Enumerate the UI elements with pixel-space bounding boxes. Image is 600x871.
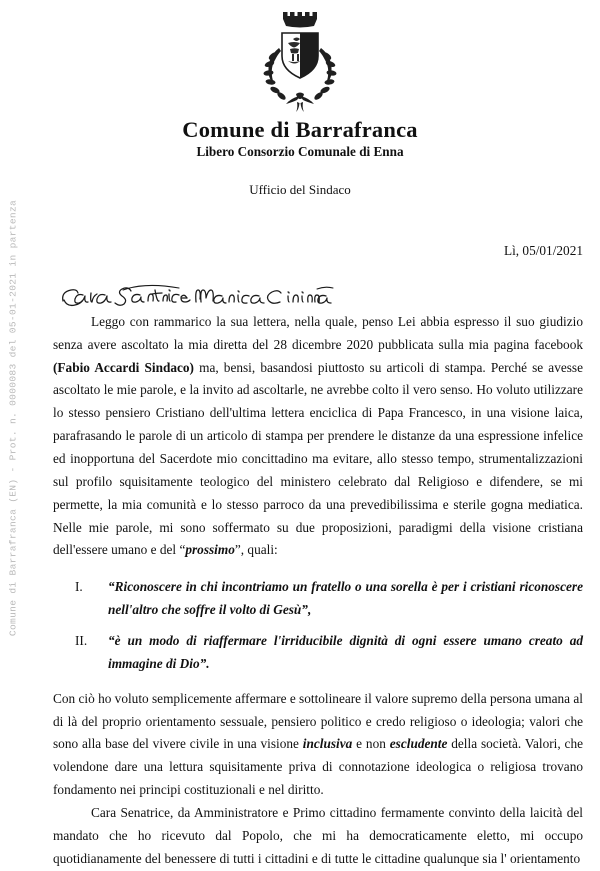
p2-part-c: della società. Valori, che volendone dare una lettura squisitamente priva di connotazione ideologica o religiosa trovano fondamento nei principi costituzionali e nel diritto. (53, 736, 583, 798)
date-line: Lì, 05/01/2021 (503, 243, 583, 258)
p1-emphasis-prossimo: prossimo (185, 542, 235, 558)
p1-part-a: Leggo con rammarico la sua lettera, nella quale, penso Lei abbia espresso il suo giudizio senza avere ascoltato la mia diretta del 28 dicembre 2020 pubblicata sulla mia pagina facebook (53, 313, 583, 352)
handwritten-salutation (59, 281, 583, 315)
organization-subtitle: Libero Consorzio Comunale di Enna (196, 143, 404, 159)
list-item (53, 630, 583, 676)
protocol-stamp-text: Comune di Barrafranca (EN) - Prot. n. 0000083 del 05-01-2021 in partenza (7, 199, 19, 637)
p2-emphasis-escludente: escludente (389, 736, 448, 752)
p2-emphasis-inclusiva: inclusiva (302, 736, 353, 752)
list-item (53, 576, 583, 622)
paragraph-2 (53, 688, 583, 802)
office-label: Ufficio del Sindaco (249, 182, 351, 198)
coat-of-arms-emblem (252, 8, 348, 116)
quote-list (53, 576, 583, 675)
p1-part-b: ma, bensi, basandosi piuttosto su articoli di stampa. Perché se avesse ascoltato le mie parole, e la invito ad ascoltarle, ne avrebbe colto il vero senso. Ho voluto utilizzare lo stesso pensiero Cristiano dell'ultima lettera enciclica di Papa Francesco, in una visione laica, parafrasando le parole di un articolo di stampa per prendere le distanze da una espressione infelice ed inopportuna del Sacerdote mio concittadino ma evitare, allo stesso tempo, strumentalizzazioni sul profilo squisitamente teologico del ministero celebrato dal Religioso e difendere, se mi permette, la mia comunità e lo stesso parroco da una prevedibilissima e sterile gogna mediatica. Nelle mie parole, mi sono soffermato su due proposizioni, paradigmi della visione cristiana dell'essere umano e del “ (53, 359, 584, 558)
list-item-text: “è un modo di riaffermare l'irriducibile dignità di ogni essere umano creato ad immagine di Dio”. (108, 633, 583, 671)
p1-bold-name: (Fabio Accardi Sindaco) (53, 359, 194, 375)
p1-part-c: ”, quali: (234, 542, 278, 558)
organization-title: Comune di Barrafranca (182, 117, 418, 142)
list-item-numeral: II. (75, 633, 88, 649)
p2-part-a: Con ciò ho voluto semplicemente affermare e sottolineare il valore supremo della persona umana al di là del proprio orientamento sessuale, pensiero politico e credo religioso o ideologia; valori che sono alla base del vivere civile in una visione (53, 690, 583, 752)
p2-part-b: e non (352, 736, 390, 752)
letterhead (0, 0, 600, 198)
list-item-text: “Riconoscere in chi incontriamo un fratello o una sorella è per i cristiani riconoscere nell'altro che soffre il volto di Gesù”, (108, 579, 583, 618)
document-body (53, 240, 583, 871)
paragraph-1 (53, 311, 583, 562)
paragraph-3: Cara Senatrice, da Amministratore e Primo cittadino fermamente convinto della laicità del mandato che ho ricevuto dal Popolo, che mi ha democraticamente eletto, mi occupo quotidianamente del benessere di tutti i cittadini e di tutte le cittadine qualunque sia l' orientamento (53, 805, 583, 866)
list-item-numeral: I. (75, 579, 83, 595)
